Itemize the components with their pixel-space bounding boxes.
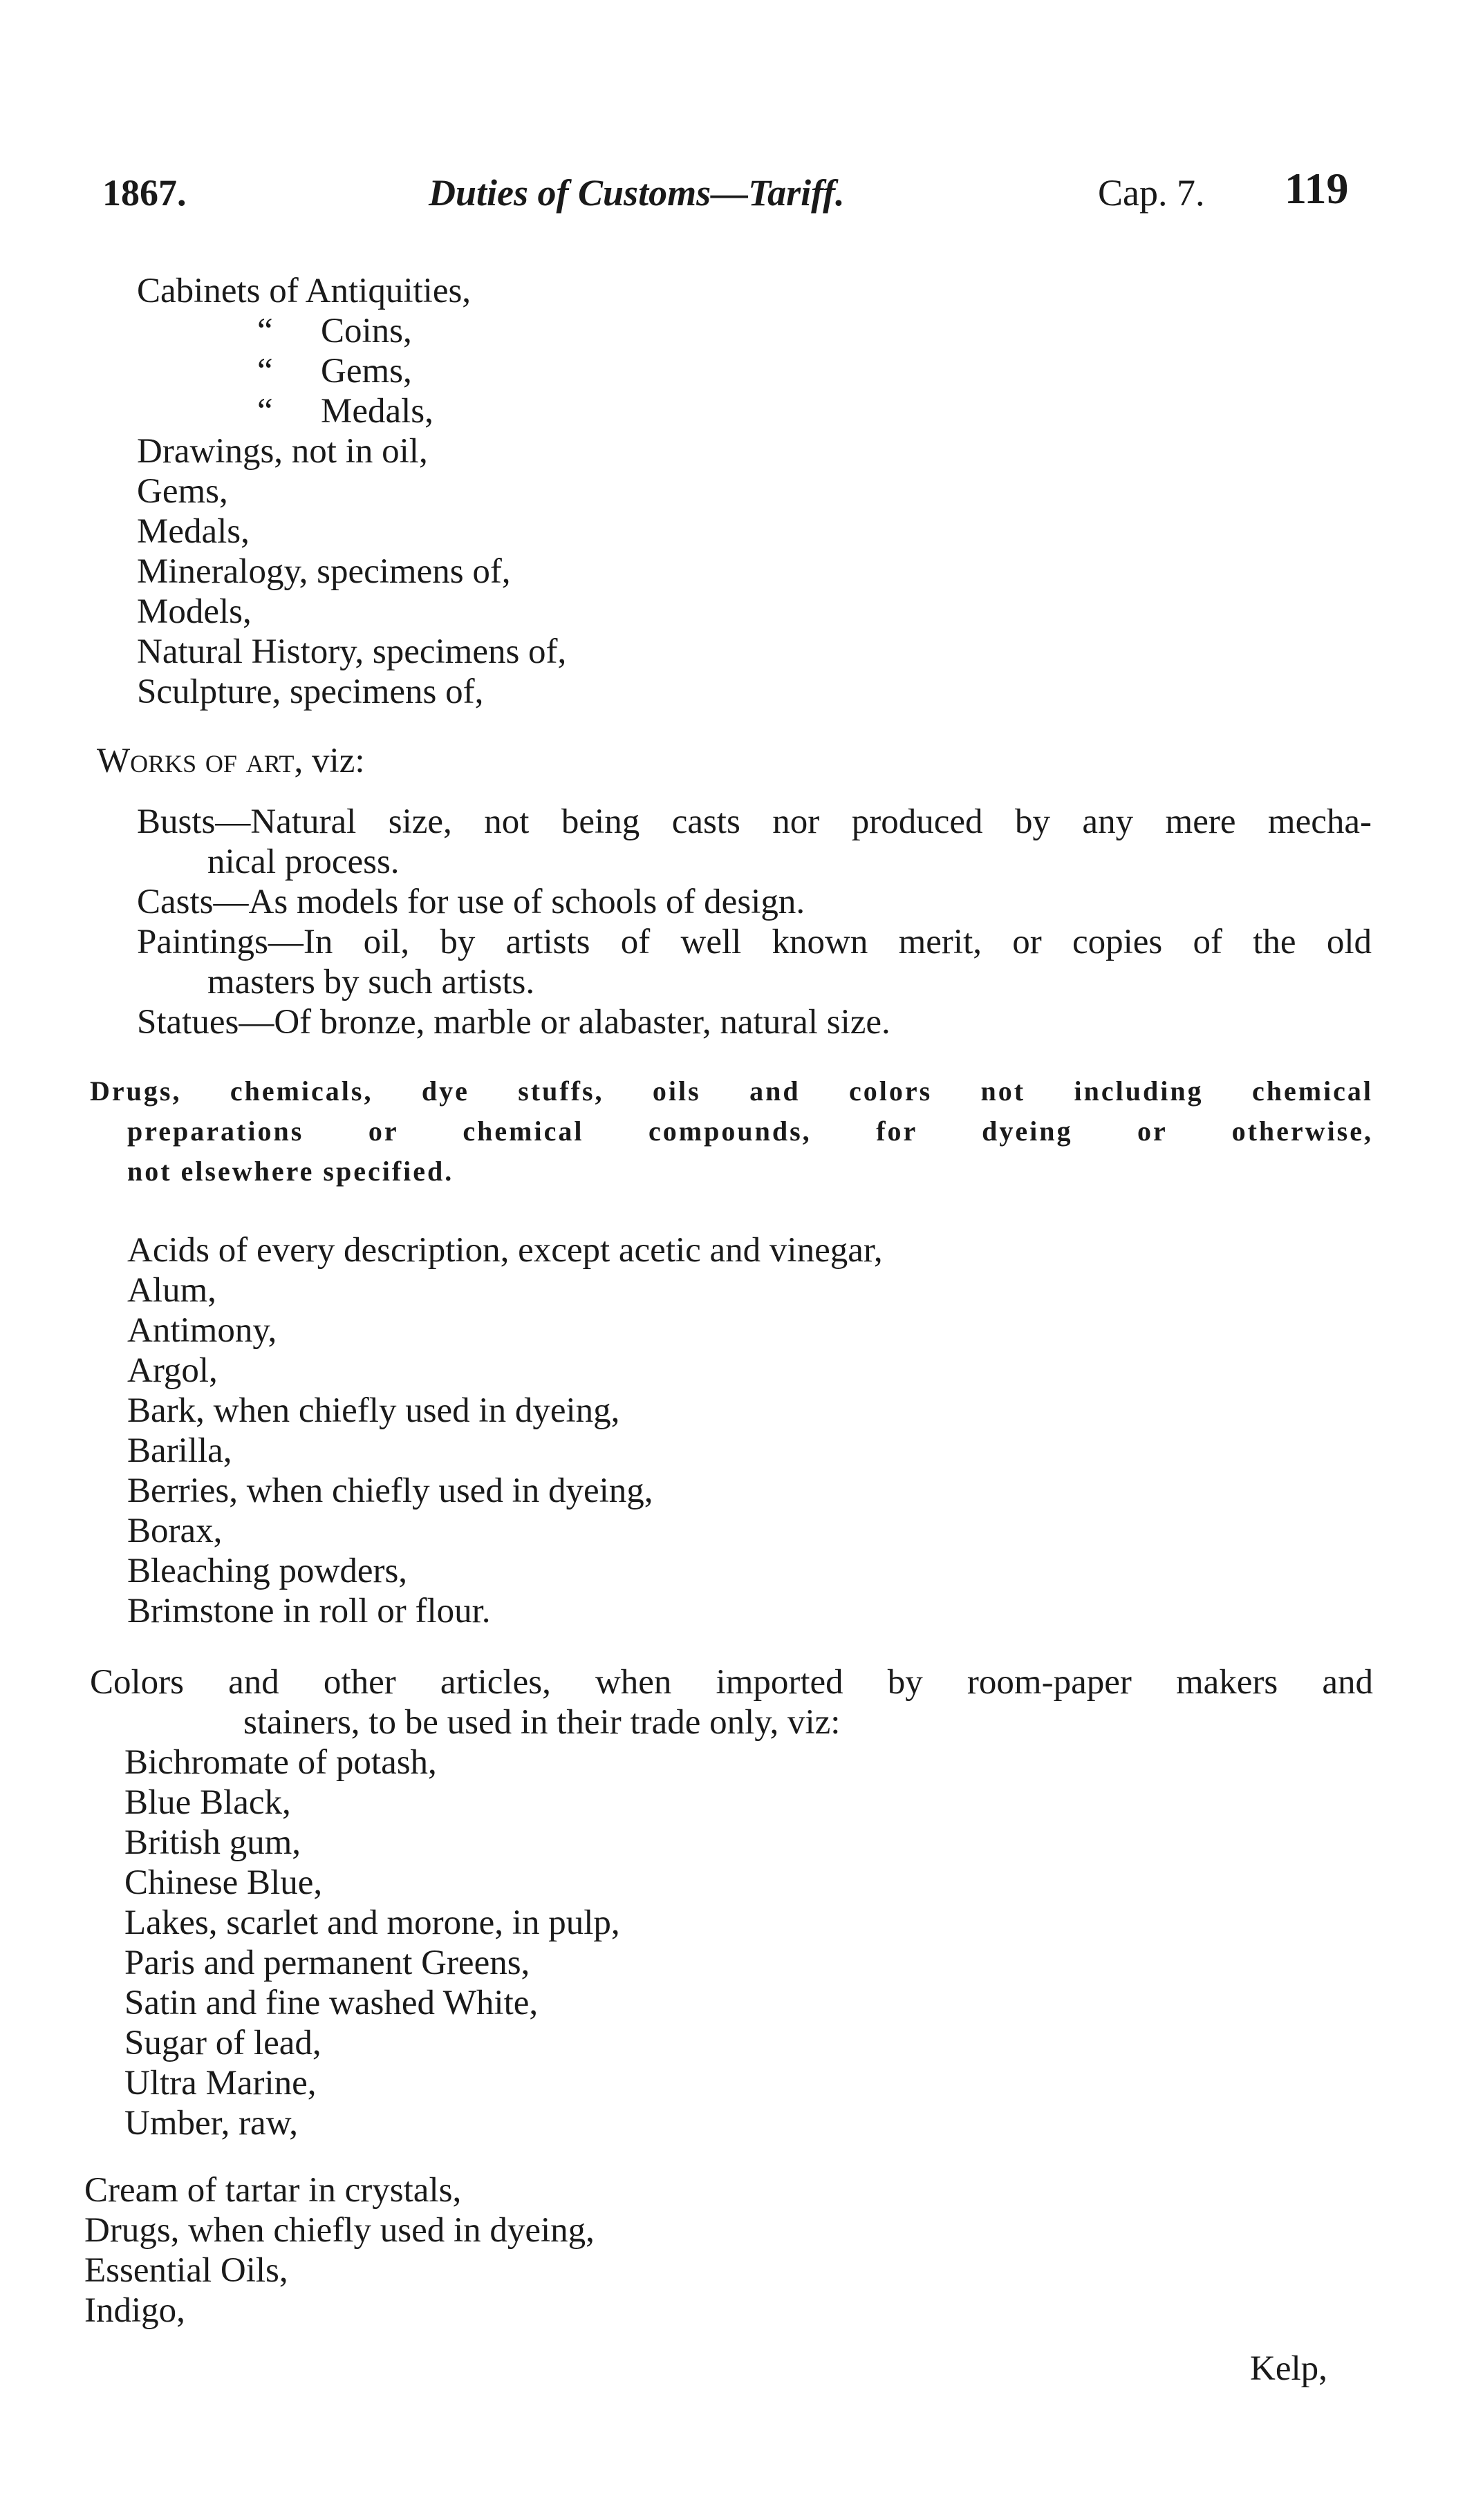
list-item: Busts—Natural size, not being casts nor produced by any mere mecha- xyxy=(137,802,1372,841)
list-item: Chinese Blue, xyxy=(124,1863,323,1902)
list-item: Umber, raw, xyxy=(124,2104,298,2143)
list-item: Drugs, when chiefly used in dyeing, xyxy=(84,2211,595,2250)
list-item: Natural History, specimens of, xyxy=(137,632,567,671)
list-item: Argol, xyxy=(127,1351,218,1390)
ditto-mark: “ xyxy=(257,392,273,431)
list-item: Barilla, xyxy=(127,1431,232,1470)
list-item: Paris and permanent Greens, xyxy=(124,1944,530,1982)
list-item: “ Gems, xyxy=(257,352,412,391)
section-heading: not elsewhere specified. xyxy=(127,1156,454,1187)
list-item: Indigo, xyxy=(84,2291,185,2330)
page-number: 119 xyxy=(1285,164,1349,213)
list-item: Medals, xyxy=(137,512,250,551)
list-item: British gum, xyxy=(124,1823,301,1862)
list-item: Berries, when chiefly used in dyeing, xyxy=(127,1471,653,1510)
list-item: Acids of every description, except acetic and vinegar, xyxy=(127,1231,883,1270)
list-item-continuation: nical process. xyxy=(207,843,400,881)
ditto-mark: “ xyxy=(257,312,273,350)
running-header xyxy=(0,164,1474,228)
list-item: “ Coins, xyxy=(257,312,412,350)
list-item: Brimstone in roll or flour. xyxy=(127,1592,491,1630)
list-item: Borax, xyxy=(127,1512,223,1550)
paragraph: Colors and other articles, when imported by room-paper makers and xyxy=(90,1663,1373,1702)
list-item: Sculpture, specimens of, xyxy=(137,673,484,711)
list-item: Cream of tartar in crystals, xyxy=(84,2171,462,2210)
ditto-mark: “ xyxy=(257,352,273,391)
section-heading: Drugs, chemicals, dye stuffs, oils and colors not including chemical xyxy=(90,1075,1373,1107)
list-item: Satin and fine washed White, xyxy=(124,1984,539,2022)
list-item: Blue Black, xyxy=(124,1783,291,1822)
paragraph-continuation: stainers, to be used in their trade only, viz: xyxy=(243,1703,841,1742)
list-item: Bark, when chiefly used in dyeing, xyxy=(127,1391,620,1430)
list-item: Essential Oils, xyxy=(84,2251,288,2290)
section-heading: preparations or chemical compounds, for dyeing or otherwise, xyxy=(127,1116,1373,1147)
list-item: Models, xyxy=(137,592,252,631)
list-item: “ Medals, xyxy=(257,392,433,431)
list-item: Sugar of lead, xyxy=(124,2024,321,2062)
list-item: Antimony, xyxy=(127,1311,277,1350)
list-item: Paintings—In oil, by artists of well known merit, or copies of the old xyxy=(137,923,1372,961)
list-item: Statues—Of bronze, marble or alabaster, natural size. xyxy=(137,1003,890,1042)
header-chapter: Cap. 7. xyxy=(1098,172,1205,214)
list-item: Casts—As models for use of schools of design. xyxy=(137,883,805,921)
list-item: Bleaching powders, xyxy=(127,1552,408,1590)
header-title: Duties of Customs—Tariff. xyxy=(429,172,845,214)
section-heading: Works of art, viz: xyxy=(97,742,365,780)
header-year: 1867. xyxy=(102,172,187,214)
list-item: Alum, xyxy=(127,1271,216,1310)
list-item: Mineralogy, specimens of, xyxy=(137,552,511,591)
catchword: Kelp, xyxy=(1250,2349,1327,2388)
list-item: Drawings, not in oil, xyxy=(137,432,428,471)
list-item: Bichromate of potash, xyxy=(124,1743,437,1782)
list-item: Cabinets of Antiquities, xyxy=(137,272,472,310)
list-item: Gems, xyxy=(137,472,228,511)
list-item: Ultra Marine, xyxy=(124,2064,317,2103)
list-item: Lakes, scarlet and morone, in pulp, xyxy=(124,1903,620,1942)
list-item-continuation: masters by such artists. xyxy=(207,963,535,1002)
